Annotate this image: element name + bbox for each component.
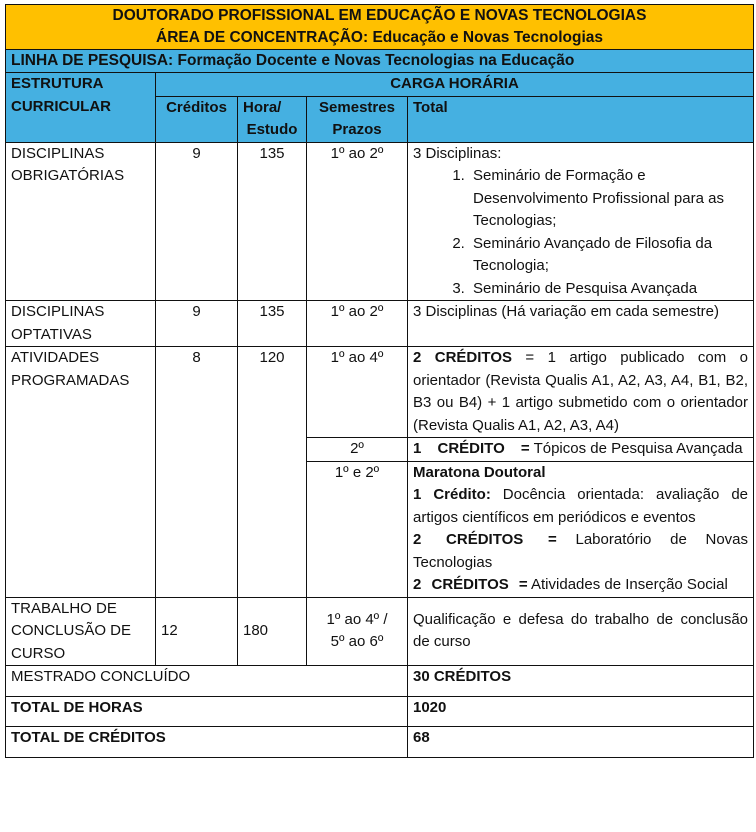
creditos-value: 9 (156, 142, 238, 301)
row-name-line1: DISCIPLINAS (11, 144, 105, 162)
linha-pesquisa-row (6, 50, 754, 73)
header-total: Total (408, 96, 754, 142)
row-disciplinas-obrigatorias (6, 142, 754, 301)
total-value (408, 347, 754, 438)
program-title: DOUTORADO PROFISSIONAL EM EDUCAÇÃO E NOVAS TECNOLOGIAS (112, 7, 647, 24)
row-name-line2: PROGRAMADAS (11, 371, 130, 389)
area-concentracao (11, 27, 748, 49)
maratona-heading: Maratona Doutoral (413, 463, 546, 481)
summary-label: TOTAL DE HORAS (6, 697, 408, 727)
credit-label: 1 CRÉDITO = (413, 440, 530, 457)
row-name-line2: CONCLUSÃO DE (11, 622, 132, 639)
list-item: 1. Seminário de Formação e Desenvolvimento Profissional para as Tecnologias; (469, 165, 748, 233)
credit-label: 2 CRÉDITOS = (413, 576, 528, 593)
semestres-value: 1º ao 2º (307, 301, 408, 347)
credit-text: = 1 artigo publicado com o orientador (Revista Qualis A1, A2, A3, A4, B1, B2, B3 ou B4) + 1 artigo submetido com o orientador (Revista Qualis A1, A2, A3, A4) (413, 349, 749, 434)
header-estrutura (6, 73, 156, 143)
semestres-value: 1º ao 2º (307, 142, 408, 301)
row-name-line1: TRABALHO DE (11, 599, 117, 617)
list-item: 2. Seminário Avançado de Filosofia da Tecnologia; (469, 233, 748, 278)
row-name-line1: DISCIPLINAS (11, 303, 105, 320)
horas-value: 135 (238, 301, 307, 347)
row-name-line2: OBRIGATÓRIAS (11, 167, 125, 184)
row-name-line2: OPTATIVAS (11, 325, 92, 343)
header-hora-line2: Estudo (246, 121, 298, 138)
row-name (6, 142, 156, 301)
disciplinas-list (413, 165, 748, 300)
sem-line1: 1º ao 4º / (326, 610, 388, 628)
horas-value: 180 (238, 597, 307, 666)
credit-text: Atividades de Inserção Social (527, 576, 728, 593)
header-hora-line1: Hora/ (243, 98, 282, 116)
total-value: Qualificação e defesa do trabalho de conclusão de curso (408, 597, 754, 666)
summary-value: 68 (408, 727, 754, 758)
total-value (408, 461, 754, 597)
row-atividades-programadas (6, 347, 754, 438)
header-sem-line2: Prazos (332, 121, 382, 138)
row-total-horas (6, 697, 754, 727)
row-name (6, 347, 156, 598)
row-disciplinas-optativas (6, 301, 754, 347)
summary-label: TOTAL DE CRÉDITOS (6, 727, 408, 758)
linha-label: LINHA DE PESQUISA: (11, 52, 174, 69)
column-header-row-1 (6, 73, 754, 97)
credit-label: 2 CRÉDITOS = (413, 531, 557, 548)
linha-value: Formação Docente e Novas Tecnologias na Educação (177, 52, 575, 69)
horas-value: 135 (238, 142, 307, 301)
disciplinas-intro: 3 Disciplinas: (413, 144, 502, 162)
header-estrutura-line1: ESTRUTURA (11, 75, 104, 92)
semestres-value: 1º e 2º (307, 461, 408, 597)
credit-label: 2 CRÉDITOS (413, 349, 512, 366)
creditos-value: 12 (156, 597, 238, 666)
list-item: 3. Seminário de Pesquisa Avançada (469, 278, 748, 301)
semestres-value: 2º (307, 438, 408, 462)
semestres-value (307, 597, 408, 666)
row-trabalho-conclusao (6, 597, 754, 666)
header-carga-horaria: CARGA HORÁRIA (156, 73, 754, 97)
row-name (6, 301, 156, 347)
row-name-line3: CURSO (11, 644, 66, 662)
maratona-item (413, 484, 748, 529)
header-sem-line1: Semestres (319, 98, 395, 116)
credit-text: Docência orientada: avaliação de artigos científicos em periódicos e eventos (413, 486, 749, 526)
row-mestrado-concluido (6, 666, 754, 697)
row-name-line1: ATIVIDADES (11, 349, 100, 366)
credit-label: 1 Crédito: (413, 486, 491, 503)
maratona-item (413, 574, 748, 597)
linha-pesquisa-cell (6, 50, 754, 73)
curriculum-table (5, 4, 754, 758)
header-creditos (156, 96, 238, 142)
title-row (6, 5, 754, 50)
summary-value: 30 CRÉDITOS (408, 666, 754, 697)
header-estrutura-line2: CURRICULAR (11, 97, 111, 115)
horas-value: 120 (238, 347, 307, 598)
credit-text: Tópicos de Pesquisa Avançada (529, 440, 743, 457)
total-value: 3 Disciplinas (Há variação em cada semestre) (408, 301, 754, 347)
row-total-creditos (6, 727, 754, 758)
summary-value: 1020 (408, 697, 754, 727)
title-cell (6, 5, 754, 50)
header-creditos-label: Créditos (166, 98, 227, 116)
maratona-item (413, 529, 748, 574)
semestres-value: 1º ao 4º (307, 347, 408, 438)
total-value (408, 438, 754, 462)
creditos-value: 9 (156, 301, 238, 347)
creditos-value: 8 (156, 347, 238, 598)
summary-label: MESTRADO CONCLUÍDO (6, 666, 408, 697)
area-value: Educação e Novas Tecnologias (372, 29, 604, 46)
sem-line2: 5º ao 6º (330, 633, 384, 651)
area-label: ÁREA DE CONCENTRAÇÃO: (156, 29, 369, 46)
header-hora-estudo (238, 96, 307, 142)
header-semestres-prazos (307, 96, 408, 142)
credit-text: Laboratório de Novas Tecnologias (413, 531, 749, 571)
total-value (408, 142, 754, 301)
row-name (6, 597, 156, 666)
